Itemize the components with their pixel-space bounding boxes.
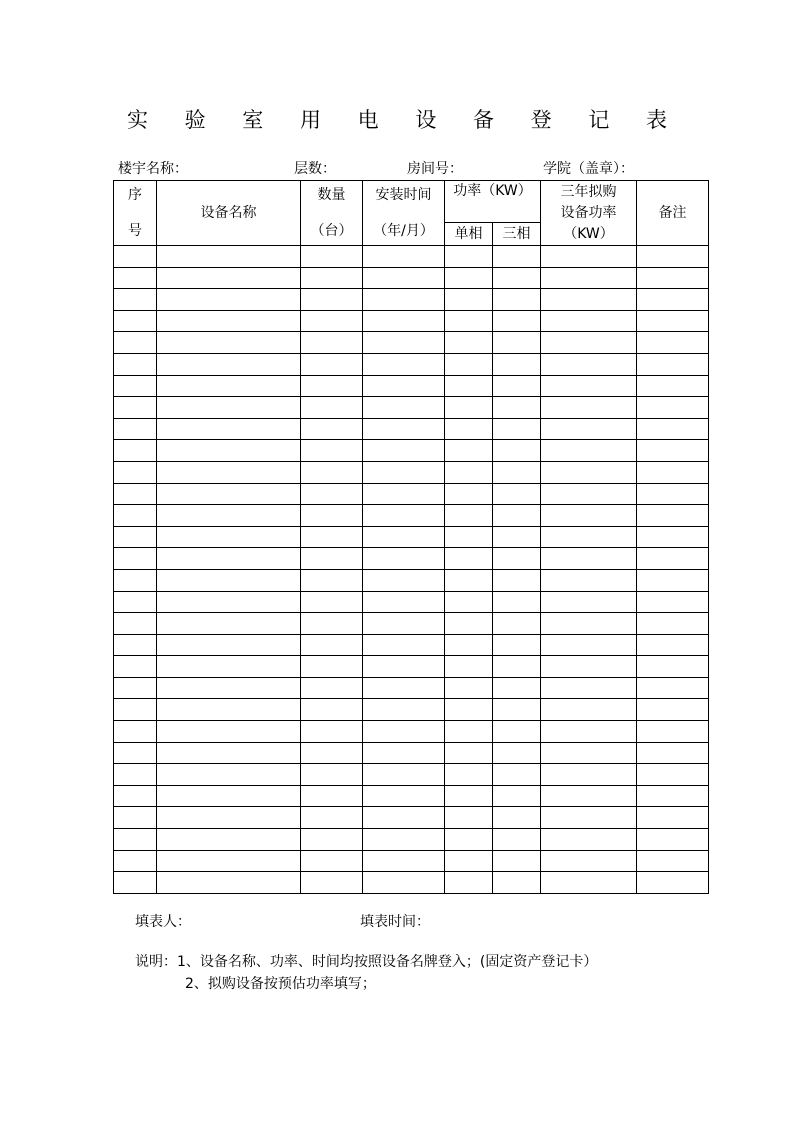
page-title: 实 验 室 用 电 设 备 登 记 表: [126, 108, 683, 132]
table-cell[interactable]: [157, 699, 301, 721]
table-cell[interactable]: [114, 677, 157, 699]
table-cell[interactable]: [363, 483, 445, 505]
table-cell[interactable]: [637, 764, 709, 786]
table-cell[interactable]: [541, 699, 637, 721]
table-cell[interactable]: [445, 850, 493, 872]
table-cell[interactable]: [541, 505, 637, 527]
header-seq-bottom: 号: [128, 223, 142, 239]
table-cell[interactable]: [493, 591, 541, 613]
table-cell[interactable]: [114, 548, 157, 570]
table-cell[interactable]: [541, 634, 637, 656]
table-cell[interactable]: [541, 829, 637, 851]
table-cell[interactable]: [157, 677, 301, 699]
table-cell[interactable]: [541, 742, 637, 764]
table-cell[interactable]: [541, 310, 637, 332]
table-cell[interactable]: [541, 246, 637, 268]
header-remark: 备注: [637, 181, 709, 246]
table-cell[interactable]: [301, 764, 363, 786]
table-cell[interactable]: [637, 332, 709, 354]
room-number-label: 房间号：: [407, 161, 463, 177]
table-cell[interactable]: [157, 829, 301, 851]
header-planned-line1: 三年拟购: [560, 184, 617, 200]
table-row: [114, 267, 709, 289]
table-cell[interactable]: [493, 548, 541, 570]
table-cell[interactable]: [493, 483, 541, 505]
table-cell[interactable]: [493, 742, 541, 764]
table-cell[interactable]: [301, 569, 363, 591]
table-cell[interactable]: [637, 569, 709, 591]
table-cell[interactable]: [363, 310, 445, 332]
table-cell[interactable]: [493, 246, 541, 268]
table-cell[interactable]: [637, 289, 709, 311]
table-row: [114, 440, 709, 462]
table-cell[interactable]: [363, 526, 445, 548]
table-cell[interactable]: [541, 656, 637, 678]
table-cell[interactable]: [493, 699, 541, 721]
table-cell[interactable]: [301, 677, 363, 699]
table-cell[interactable]: [445, 548, 493, 570]
table-cell[interactable]: [445, 289, 493, 311]
table-row: [114, 418, 709, 440]
table-cell[interactable]: [363, 677, 445, 699]
table-cell[interactable]: [445, 742, 493, 764]
table-cell[interactable]: [157, 850, 301, 872]
table-cell[interactable]: [637, 872, 709, 894]
table-cell[interactable]: [157, 548, 301, 570]
table-cell[interactable]: [301, 591, 363, 613]
table-cell[interactable]: [363, 807, 445, 829]
table-row: [114, 785, 709, 807]
table-cell[interactable]: [114, 764, 157, 786]
table-cell[interactable]: [493, 461, 541, 483]
table-cell[interactable]: [157, 440, 301, 462]
table-cell[interactable]: [493, 267, 541, 289]
table-row: [114, 246, 709, 268]
table-cell[interactable]: [114, 483, 157, 505]
table-cell[interactable]: [541, 289, 637, 311]
table-cell[interactable]: [363, 353, 445, 375]
table-cell[interactable]: [493, 418, 541, 440]
table-cell[interactable]: [541, 332, 637, 354]
table-cell[interactable]: [637, 785, 709, 807]
table-cell[interactable]: [157, 872, 301, 894]
table-cell[interactable]: [363, 569, 445, 591]
table-cell[interactable]: [445, 721, 493, 743]
header-install-top: 安装时间: [375, 187, 432, 203]
table-cell[interactable]: [157, 634, 301, 656]
table-cell[interactable]: [637, 418, 709, 440]
table-cell[interactable]: [301, 418, 363, 440]
table-cell[interactable]: [301, 332, 363, 354]
note-line-1: 说明：1、设备名称、功率、时间均按照设备名牌登入；(固定资产登记卡）: [135, 954, 598, 970]
table-cell[interactable]: [637, 267, 709, 289]
header-quantity-unit: （台）: [310, 223, 353, 239]
table-row: [114, 807, 709, 829]
header-seq-top: 序: [128, 187, 142, 203]
table-row: [114, 656, 709, 678]
table-cell[interactable]: [493, 289, 541, 311]
table-cell[interactable]: [637, 353, 709, 375]
table-cell[interactable]: [363, 699, 445, 721]
table-cell[interactable]: [541, 850, 637, 872]
table-cell[interactable]: [493, 764, 541, 786]
table-row: [114, 569, 709, 591]
table-cell[interactable]: [445, 569, 493, 591]
table-cell[interactable]: [493, 677, 541, 699]
table-cell[interactable]: [445, 461, 493, 483]
table-cell[interactable]: [157, 613, 301, 635]
table-cell[interactable]: [114, 829, 157, 851]
table-cell[interactable]: [157, 807, 301, 829]
table-cell[interactable]: [637, 591, 709, 613]
table-cell[interactable]: [157, 526, 301, 548]
table-cell[interactable]: [637, 461, 709, 483]
table-cell[interactable]: [157, 591, 301, 613]
table-row: [114, 353, 709, 375]
table-cell[interactable]: [493, 850, 541, 872]
table-cell[interactable]: [363, 397, 445, 419]
table-cell[interactable]: [493, 807, 541, 829]
table-row: [114, 505, 709, 527]
table-cell[interactable]: [301, 613, 363, 635]
table-row: [114, 289, 709, 311]
table-cell[interactable]: [157, 289, 301, 311]
table-cell[interactable]: [541, 785, 637, 807]
table-cell[interactable]: [445, 440, 493, 462]
table-cell[interactable]: [363, 721, 445, 743]
table-cell[interactable]: [301, 461, 363, 483]
table-cell[interactable]: [493, 721, 541, 743]
table-cell[interactable]: [114, 505, 157, 527]
table-cell[interactable]: [541, 764, 637, 786]
table-cell[interactable]: [363, 440, 445, 462]
table-row: [114, 634, 709, 656]
table-cell[interactable]: [637, 440, 709, 462]
table-cell[interactable]: [445, 807, 493, 829]
table-cell[interactable]: [157, 569, 301, 591]
table-cell[interactable]: [445, 310, 493, 332]
table-cell[interactable]: [157, 353, 301, 375]
table-cell[interactable]: [114, 246, 157, 268]
table-row: [114, 310, 709, 332]
table-cell[interactable]: [114, 785, 157, 807]
table-cell[interactable]: [541, 461, 637, 483]
table-cell[interactable]: [541, 353, 637, 375]
table-cell[interactable]: [157, 483, 301, 505]
table-cell[interactable]: [493, 332, 541, 354]
table-cell[interactable]: [301, 548, 363, 570]
table-cell[interactable]: [114, 461, 157, 483]
header-quantity: [301, 181, 363, 246]
table-cell[interactable]: [301, 397, 363, 419]
table-cell[interactable]: [363, 613, 445, 635]
floors-label: 层数：: [294, 161, 336, 177]
table-cell[interactable]: [157, 332, 301, 354]
header-power: 功率（KW）: [445, 181, 541, 223]
table-row: [114, 375, 709, 397]
table-cell[interactable]: [363, 267, 445, 289]
table-cell[interactable]: [541, 418, 637, 440]
table-cell[interactable]: [157, 764, 301, 786]
table-cell[interactable]: [363, 461, 445, 483]
table-cell[interactable]: [541, 613, 637, 635]
table-cell[interactable]: [301, 742, 363, 764]
table-row: [114, 461, 709, 483]
table-cell[interactable]: [114, 807, 157, 829]
table-row: [114, 526, 709, 548]
table-cell[interactable]: [363, 742, 445, 764]
table-row: [114, 483, 709, 505]
table-cell[interactable]: [541, 548, 637, 570]
table-cell[interactable]: [363, 829, 445, 851]
table-row: [114, 591, 709, 613]
table-cell[interactable]: [301, 483, 363, 505]
table-row: [114, 332, 709, 354]
table-cell[interactable]: [114, 375, 157, 397]
table-row: [114, 850, 709, 872]
filler-label: 填表人：: [135, 914, 191, 930]
table-cell[interactable]: [114, 289, 157, 311]
table-cell[interactable]: [445, 872, 493, 894]
table-cell[interactable]: [157, 785, 301, 807]
table-cell[interactable]: [301, 850, 363, 872]
table-cell[interactable]: [445, 505, 493, 527]
table-cell[interactable]: [445, 677, 493, 699]
table-cell[interactable]: [637, 677, 709, 699]
table-cell[interactable]: [301, 656, 363, 678]
header-planned-power: [541, 181, 637, 246]
table-cell[interactable]: [157, 656, 301, 678]
table-cell[interactable]: [637, 850, 709, 872]
fill-time-label: 填表时间：: [360, 914, 430, 930]
table-cell[interactable]: [363, 850, 445, 872]
table-cell[interactable]: [493, 785, 541, 807]
table-cell[interactable]: [301, 246, 363, 268]
table-cell[interactable]: [541, 591, 637, 613]
table-cell[interactable]: [301, 310, 363, 332]
table-cell[interactable]: [445, 246, 493, 268]
header-three-phase: 三相: [493, 223, 541, 246]
header-planned-line2: 设备功率: [560, 205, 617, 221]
header-name: 设备名称: [157, 181, 301, 246]
table-row: [114, 764, 709, 786]
table-cell[interactable]: [493, 634, 541, 656]
table-cell[interactable]: [363, 375, 445, 397]
table-cell[interactable]: [363, 785, 445, 807]
table-cell[interactable]: [301, 829, 363, 851]
table-cell[interactable]: [301, 785, 363, 807]
table-cell[interactable]: [445, 526, 493, 548]
table-cell[interactable]: [114, 310, 157, 332]
header-single-phase: 单相: [445, 223, 493, 246]
table-cell[interactable]: [445, 375, 493, 397]
table-cell[interactable]: [445, 785, 493, 807]
table-cell[interactable]: [637, 483, 709, 505]
table-cell[interactable]: [114, 872, 157, 894]
table-cell[interactable]: [157, 375, 301, 397]
table-cell[interactable]: [493, 397, 541, 419]
table-cell[interactable]: [637, 742, 709, 764]
table-cell[interactable]: [541, 569, 637, 591]
table-cell[interactable]: [541, 483, 637, 505]
table-row: [114, 742, 709, 764]
table-cell[interactable]: [637, 656, 709, 678]
table-cell[interactable]: [493, 375, 541, 397]
table-cell[interactable]: [637, 634, 709, 656]
table-cell[interactable]: [114, 721, 157, 743]
table-cell[interactable]: [541, 375, 637, 397]
table-cell[interactable]: [157, 742, 301, 764]
header-install-time: [363, 181, 445, 246]
building-name-label: 楼宇名称：: [118, 161, 188, 177]
table-cell[interactable]: [637, 829, 709, 851]
table-cell[interactable]: [114, 850, 157, 872]
table-cell[interactable]: [363, 289, 445, 311]
equipment-register-table: [113, 180, 709, 894]
table-cell[interactable]: [637, 699, 709, 721]
college-seal-label: 学院（盖章）：: [543, 161, 634, 177]
table-cell[interactable]: [493, 569, 541, 591]
table-cell[interactable]: [114, 742, 157, 764]
table-cell[interactable]: [541, 440, 637, 462]
table-cell[interactable]: [493, 505, 541, 527]
table-cell[interactable]: [114, 526, 157, 548]
table-cell[interactable]: [445, 332, 493, 354]
table-cell[interactable]: [493, 353, 541, 375]
header-seq: [114, 181, 157, 246]
header-quantity-top: 数量: [317, 187, 346, 203]
table-cell[interactable]: [114, 332, 157, 354]
table-cell[interactable]: [301, 267, 363, 289]
table-cell[interactable]: [114, 634, 157, 656]
table-cell[interactable]: [157, 418, 301, 440]
table-cell[interactable]: [445, 353, 493, 375]
table-cell[interactable]: [637, 526, 709, 548]
table-cell[interactable]: [301, 526, 363, 548]
table-cell[interactable]: [157, 310, 301, 332]
table-cell[interactable]: [114, 353, 157, 375]
table-cell[interactable]: [114, 418, 157, 440]
table-cell[interactable]: [445, 397, 493, 419]
table-cell[interactable]: [301, 699, 363, 721]
table-cell[interactable]: [157, 267, 301, 289]
table-cell[interactable]: [445, 656, 493, 678]
table-cell[interactable]: [493, 310, 541, 332]
table-cell[interactable]: [157, 461, 301, 483]
table-cell[interactable]: [301, 375, 363, 397]
table-cell[interactable]: [637, 246, 709, 268]
table-cell[interactable]: [157, 397, 301, 419]
table-cell[interactable]: [363, 764, 445, 786]
table-row: [114, 829, 709, 851]
table-cell[interactable]: [114, 267, 157, 289]
table-cell[interactable]: [445, 634, 493, 656]
table-cell[interactable]: [363, 656, 445, 678]
table-cell[interactable]: [541, 872, 637, 894]
table-cell[interactable]: [114, 440, 157, 462]
table-row: [114, 613, 709, 635]
table-cell[interactable]: [493, 440, 541, 462]
table-cell[interactable]: [363, 634, 445, 656]
table-cell[interactable]: [301, 721, 363, 743]
table-cell[interactable]: [301, 634, 363, 656]
table-cell[interactable]: [301, 505, 363, 527]
table-row: [114, 677, 709, 699]
table-row: [114, 699, 709, 721]
table-cell[interactable]: [114, 397, 157, 419]
note-line-2: 2、拟购设备按预估功率填写；: [185, 976, 376, 992]
table-cell[interactable]: [114, 569, 157, 591]
table-cell[interactable]: [363, 246, 445, 268]
table-cell[interactable]: [157, 246, 301, 268]
table-cell[interactable]: [493, 526, 541, 548]
table-cell[interactable]: [637, 548, 709, 570]
table-cell[interactable]: [363, 505, 445, 527]
table-cell[interactable]: [445, 267, 493, 289]
table-cell[interactable]: [637, 721, 709, 743]
table-cell[interactable]: [445, 418, 493, 440]
table-cell[interactable]: [363, 332, 445, 354]
table-cell[interactable]: [493, 656, 541, 678]
table-cell[interactable]: [637, 613, 709, 635]
table-row: [114, 397, 709, 419]
table-cell[interactable]: [445, 764, 493, 786]
table-cell[interactable]: [114, 591, 157, 613]
table-cell[interactable]: [445, 483, 493, 505]
table-cell[interactable]: [114, 656, 157, 678]
table-cell[interactable]: [541, 721, 637, 743]
table-cell[interactable]: [637, 505, 709, 527]
table-cell[interactable]: [493, 872, 541, 894]
table-cell[interactable]: [637, 310, 709, 332]
table-row: [114, 548, 709, 570]
table-cell[interactable]: [363, 418, 445, 440]
table-cell[interactable]: [445, 699, 493, 721]
table-cell[interactable]: [445, 829, 493, 851]
table-cell[interactable]: [541, 397, 637, 419]
table-cell[interactable]: [541, 526, 637, 548]
table-cell[interactable]: [363, 872, 445, 894]
table-cell[interactable]: [637, 375, 709, 397]
table-cell[interactable]: [114, 613, 157, 635]
table-cell[interactable]: [541, 807, 637, 829]
table-cell[interactable]: [445, 613, 493, 635]
table-cell[interactable]: [157, 721, 301, 743]
table-cell[interactable]: [541, 677, 637, 699]
table-row: [114, 721, 709, 743]
table-cell[interactable]: [363, 548, 445, 570]
table-cell[interactable]: [541, 267, 637, 289]
table-cell[interactable]: [157, 505, 301, 527]
table-cell[interactable]: [493, 613, 541, 635]
table-cell[interactable]: [301, 289, 363, 311]
header-planned-line3: （KW）: [563, 226, 614, 242]
header-install-unit: （年/月）: [373, 223, 434, 239]
table-cell[interactable]: [637, 807, 709, 829]
table-cell[interactable]: [301, 353, 363, 375]
table-cell[interactable]: [301, 872, 363, 894]
table-cell[interactable]: [301, 440, 363, 462]
table-cell[interactable]: [301, 807, 363, 829]
table-cell[interactable]: [637, 397, 709, 419]
table-cell[interactable]: [445, 591, 493, 613]
table-cell[interactable]: [493, 829, 541, 851]
table-cell[interactable]: [114, 699, 157, 721]
table-row: [114, 872, 709, 894]
table-cell[interactable]: [363, 591, 445, 613]
